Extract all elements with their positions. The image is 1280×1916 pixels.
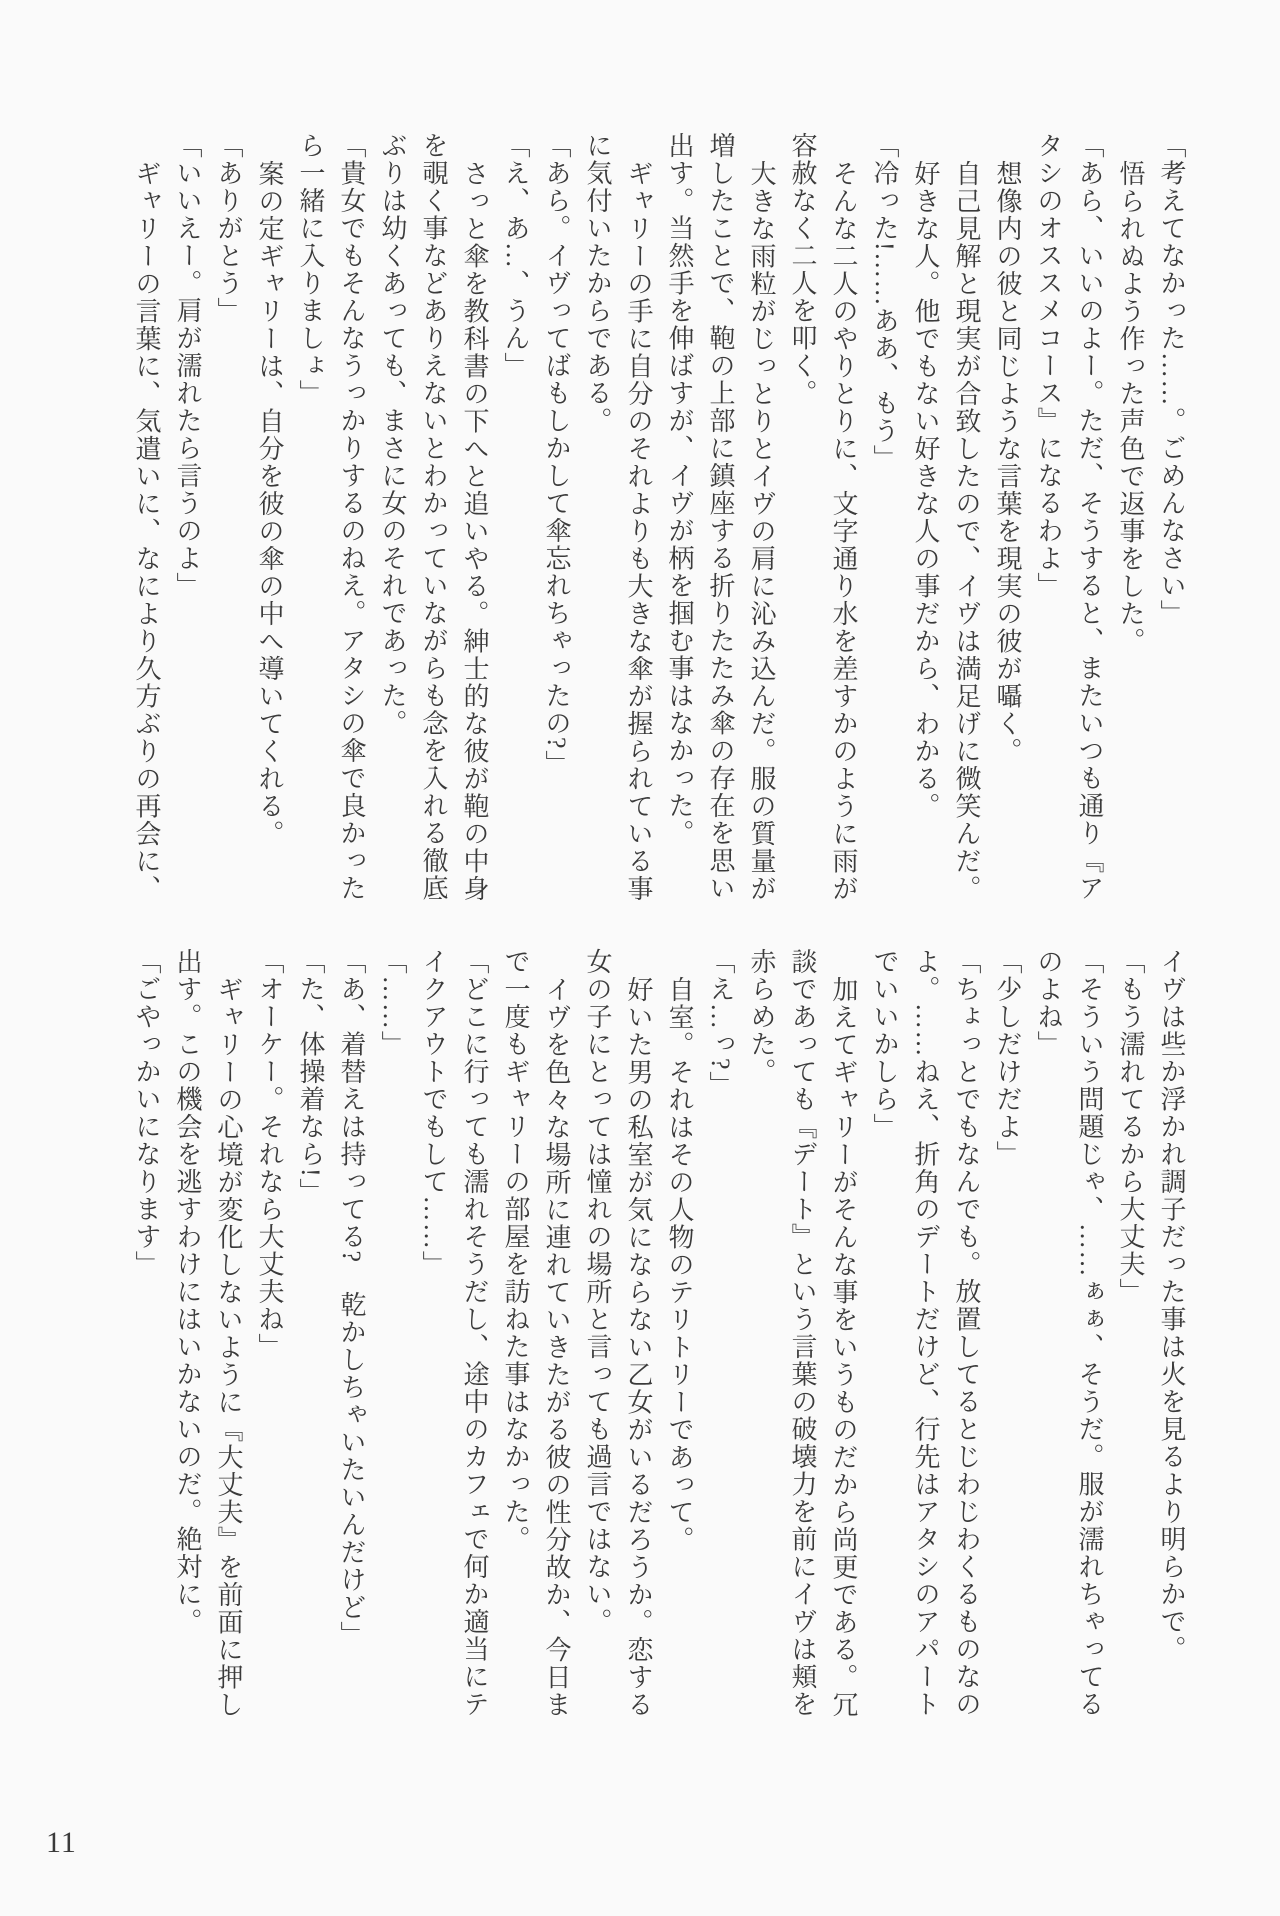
paragraph-line: ギャリーの手に自分のそれよりも大きな傘が握られている事に気付いたからである。: [583, 132, 653, 902]
paragraph-line: 「貴女でもそんなうっかりするのねえ。アタシの傘で良かったら一緒に入りましょ」: [296, 132, 366, 902]
paragraph-line: 「少しだけだよ」: [993, 948, 1022, 1168]
page-number: 11: [46, 1826, 77, 1859]
paragraph-line: 「あら、いいのよー。ただ、そうすると、またいつも通り『アタシのオススメコース』になるわよ」: [1034, 132, 1104, 902]
paragraph-line: 「た、体操着なら!」: [296, 948, 325, 1206]
paragraph-line: 大きな雨粒がじっとりとイヴの肩に沁み込んだ。服の質量が増したことで、鞄の上部に鎮座する折りたたみ傘の存在を思い出す。当然手を伸ばすが、イヴが柄を掴む事はなかった。: [665, 132, 776, 902]
paragraph-line: 「オーケー。それなら大丈夫ね」: [255, 948, 284, 1361]
paragraph-line: イヴを色々な場所に連れていきたがる彼の性分故か、今日まで一度もギャリーの部屋を訪ねた事はなかった。: [501, 948, 571, 1718]
paragraph-line: 「どこに行っても濡れそうだし、途中のカフェで何か適当にテイクアウトでもして……」: [419, 948, 489, 1718]
paragraph-line: 案の定ギャリーは、自分を彼の傘の中へ導いてくれる。: [255, 159, 284, 847]
paragraph-line: 好きな人。他でもない好きな人の事だから、わかる。: [911, 159, 940, 820]
paragraph-line: 悟られぬよう作った声色で返事をした。: [1116, 159, 1145, 655]
paragraph-line: 好いた男の私室が気にならない乙女がいるだろうか。恋する女の子にとっては憧れの場所と言っても過言ではない。: [583, 948, 653, 1718]
paragraph-line: 加えてギャリーがそんな事をいうものだから尚更である。冗談であっても『デート』という言葉の破壊力を前にイヴは頬を赤らめた。: [747, 948, 858, 1718]
paragraph-line: イヴは些か浮かれ調子だった事は火を見るより明らかで。: [1157, 948, 1186, 1663]
lower-text-block: [126, 948, 1192, 1728]
paragraph-line: 「あら。イヴってばもしかして傘忘れちゃったの?」: [542, 132, 571, 778]
paragraph-line: 「ちょっとでもなんでも。放置してるとじわじわくるものなのよ。……ねえ、折角のデートだけど、行先はアタシのアパートでいいかしら」: [870, 948, 981, 1718]
paragraph-line: 「ありがとう」: [214, 132, 243, 325]
paragraph-line: 「ごやっかいになります」: [132, 948, 161, 1278]
paragraph-line: 「あ、着替えは持ってる? 乾かしちゃいたいんだけど」: [337, 948, 366, 1649]
paragraph-line: 「え…っ?」: [706, 948, 735, 1099]
paragraph-line: 「冷った!……ああ、もう」: [870, 132, 899, 473]
paragraph-line: 「いいえー。肩が濡れたら言うのよ」: [173, 132, 202, 600]
paragraph-line: 自室。それはその人物のテリトリーであって。: [665, 975, 694, 1553]
paragraph-line: 「……」: [378, 948, 407, 1058]
paragraph-line: 「もう濡れてるから大丈夫」: [1116, 948, 1145, 1306]
paragraph-line: そんな二人のやりとりに、文字通り水を差すかのように雨が容赦なく二人を叩く。: [788, 132, 858, 902]
paragraph-line: 「考えてなかった……。ごめんなさい」: [1157, 132, 1186, 627]
paragraph-line: 「そういう問題じゃ、……ぁぁ、そうだ。服が濡れちゃってるのよね」: [1034, 948, 1104, 1718]
paragraph-line: ギャリーの心境が変化しないように『大丈夫』を前面に押し出す。この機会を逃すわけにはいかないのだ。絶対に。: [173, 948, 243, 1718]
paragraph-line: 「え、あ…、うん」: [501, 132, 530, 380]
paragraph-line: 想像内の彼と同じような言葉を現実の彼が囁く。: [993, 159, 1022, 765]
upper-text-block: [126, 132, 1192, 912]
paragraph-line: 自己見解と現実が合致したので、イヴは満足げに微笑んだ。: [952, 159, 981, 902]
paragraph-line: さっと傘を教科書の下へと追いやる。紳士的な彼が鞄の中身を覗く事などありえないとわかっていながらも念を入れる徹底ぶりは幼くあっても、まさに女のそれであった。: [378, 132, 489, 902]
paragraph-line: ギャリーの言葉に、気遣いに、なにより久方ぶりの再会に、: [132, 159, 161, 902]
